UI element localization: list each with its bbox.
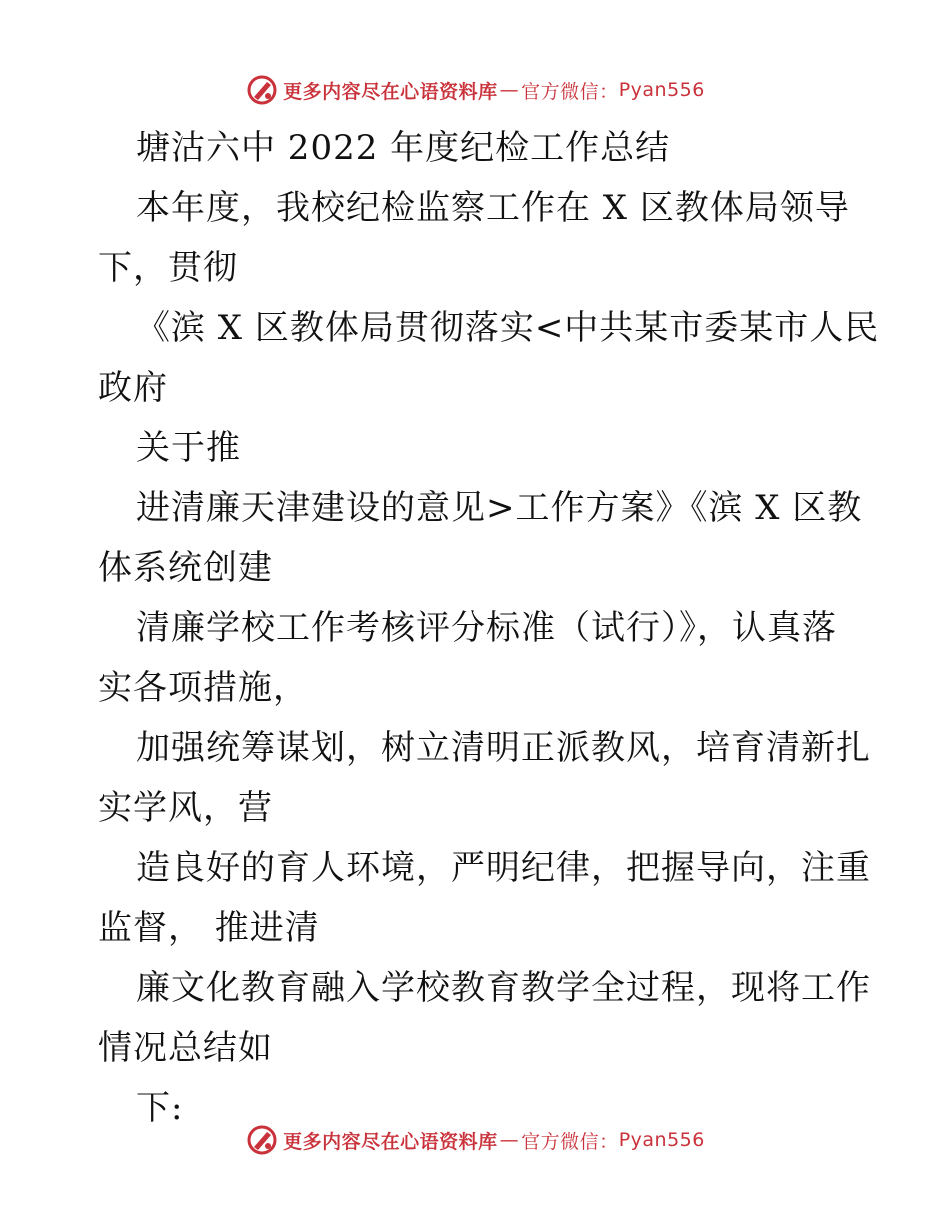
watermark-sub-text: 官方微信： <box>521 1130 619 1153</box>
watermark-id: Pyan556 <box>618 1129 705 1151</box>
watermark-header <box>0 70 950 110</box>
document-line: 廉文化教育融入学校教育教学全过程，现将工作 <box>136 968 871 1008</box>
document-line: 政府 <box>98 368 168 408</box>
document-line: 下: <box>136 1088 184 1128</box>
document-line: 体系统创建 <box>98 548 273 588</box>
document-line: 塘沽六中 2022 年度纪检工作总结 <box>136 128 671 168</box>
watermark-dash: — <box>499 1129 520 1151</box>
watermark-id: Pyan556 <box>618 79 705 101</box>
logo-icon <box>245 1123 279 1157</box>
document-line: 清廉学校工作考核评分标准（试行）》，认真落 <box>136 608 837 648</box>
watermark-footer <box>0 1120 950 1160</box>
document-body <box>98 118 880 1138</box>
watermark-main-text: 更多内容尽在心语资料库 <box>283 1130 498 1153</box>
watermark-dash: — <box>499 79 520 101</box>
document-line: 实学风，营 <box>98 788 273 828</box>
document-line: 情况总结如 <box>98 1028 273 1068</box>
document-line: 关于推 <box>136 428 241 468</box>
document-line: 加强统筹谋划，树立清明正派教风，培育清新扎 <box>136 728 871 768</box>
document-line: 进清廉天津建设的意见>工作方案》《滨 X 区教 <box>136 488 863 528</box>
watermark-main-text: 更多内容尽在心语资料库 <box>283 80 498 103</box>
document-line: 《滨 X 区教体局贯彻落实<中共某市委某市人民 <box>136 308 880 348</box>
document-line: 监督， 推进清 <box>98 908 320 948</box>
logo-icon <box>245 73 279 107</box>
document-line: 造良好的育人环境，严明纪律，把握导向，注重 <box>136 848 871 888</box>
watermark-sub-text: 官方微信： <box>521 80 619 103</box>
document-line: 本年度，我校纪检监察工作在 X 区教体局领导 <box>136 188 850 228</box>
document-line: 下，贯彻 <box>98 248 238 288</box>
document-line: 实各项措施， <box>98 668 308 708</box>
